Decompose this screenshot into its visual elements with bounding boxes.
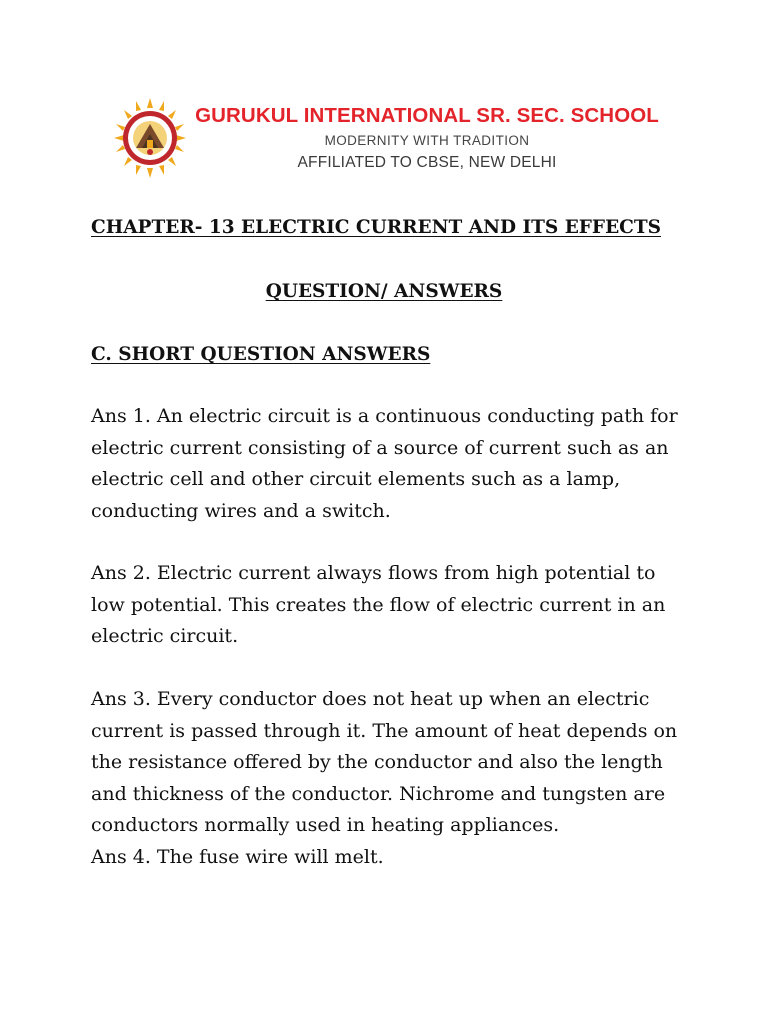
answer-line: the resistance offered by the conductor and also the length xyxy=(91,751,663,773)
answer-line: and thickness of the conductor. Nichrome and tungsten are xyxy=(91,782,666,805)
answer-line: Ans 3. Every conductor does not heat up when an electric xyxy=(91,688,650,710)
answer-line: electric current consisting of a source of current such as an xyxy=(91,436,669,459)
answer-3-4-paragraph xyxy=(91,684,711,873)
answer-line: electric cell and other circuit elements such as a lamp, xyxy=(91,468,621,490)
school-info xyxy=(194,102,660,175)
school-header-banner xyxy=(112,92,680,184)
school-tagline: MODERNITY WITH TRADITION xyxy=(324,132,530,148)
subsection-title: C. SHORT QUESTION ANSWERS xyxy=(91,344,431,365)
answer-2-paragraph xyxy=(91,558,711,653)
school-affiliation: AFFILIATED TO CBSE, NEW DELHI xyxy=(297,153,557,171)
chapter-title: CHAPTER- 13 ELECTRIC CURRENT AND ITS EFFECTS xyxy=(91,217,662,238)
answer-line: conducting wires and a switch. xyxy=(91,499,391,522)
answer-line: current is passed through it. The amount of heat depends on xyxy=(91,719,678,742)
answer-1-paragraph xyxy=(91,401,711,527)
section-title: QUESTION/ ANSWERS xyxy=(265,281,503,302)
answer-line: conductors normally used in heating appliances. xyxy=(91,814,560,836)
answer-line: Ans 1. An electric circuit is a continuous conducting path for xyxy=(91,405,678,427)
answer-line: Ans 4. The fuse wire will melt. xyxy=(91,845,384,868)
answer-line: Ans 2. Electric current always flows from high potential to xyxy=(91,562,656,584)
answer-line: electric circuit. xyxy=(91,625,239,647)
school-name: GURUKUL INTERNATIONAL SR. SEC. SCHOOL xyxy=(195,103,659,127)
answer-line: low potential. This creates the flow of electric current in an xyxy=(91,593,666,616)
school-crest-icon xyxy=(112,96,188,180)
